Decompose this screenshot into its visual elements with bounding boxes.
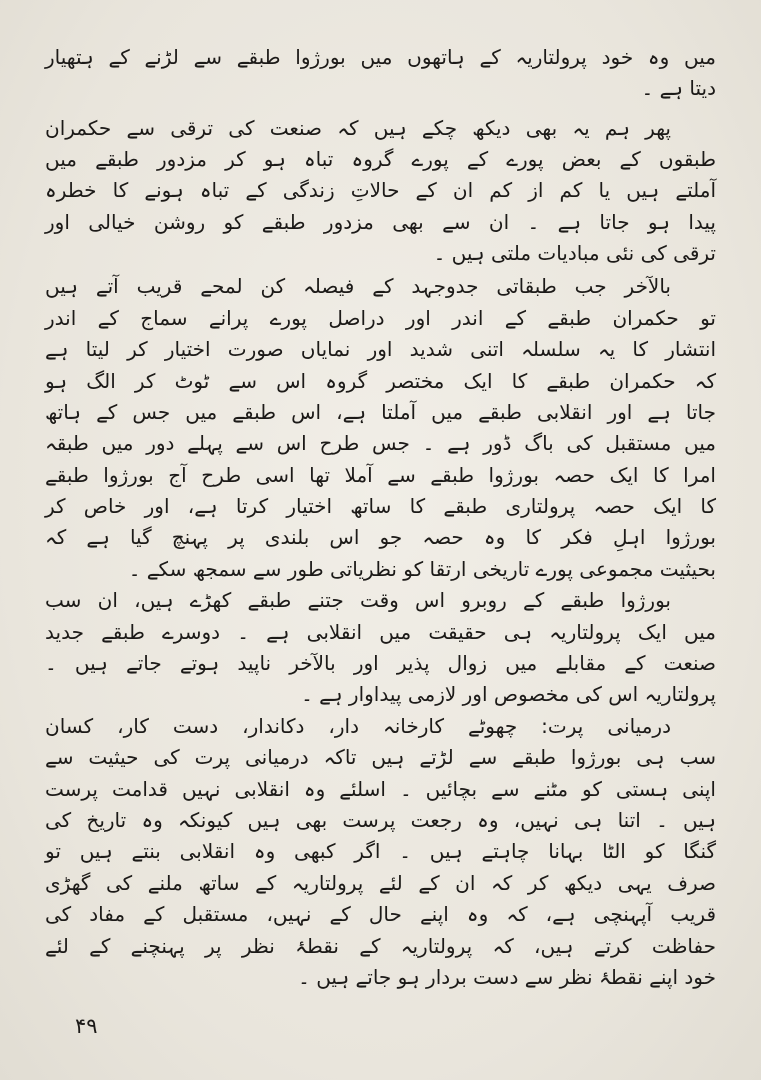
text-line: بالآخر جب طبقاتی جدوجہد کے فیصلہ کن لمحے قریب آتے ہیں — [45, 274, 671, 299]
text-line: قریب آپہنچی ہے، کہ وہ اپنے حال کے نہیں، مستقبل کے مفاد کی — [45, 902, 716, 927]
text-line: میں مستقبل کی باگ ڈور ہے ۔ جس طرح اس سے پہلے دور میں طبقہ — [45, 431, 716, 456]
text-line: ہیں ۔ اتنا ہی نہیں، وہ رجعت پرست بھی ہیں کیونکہ وہ تاریخ کی — [45, 808, 716, 833]
text-line: بورژوا طبقے کے روبرو اس وقت جتنے طبقے کھڑے ہیں، ان سب — [45, 588, 671, 613]
page-number: ۴۹ — [75, 1014, 98, 1038]
text-line: طبقوں کے بعض پورے کے پورے گروہ تباہ ہو کر مزدور طبقے میں — [45, 147, 716, 172]
text-line: بحیثیت مجموعی پورے تاریخی ارتقا کو نظریاتی طور سے سمجھ سکے ۔ — [128, 556, 716, 581]
text-line: میں وہ خود پرولتاریہ کے ہاتھوں میں بورژوا طبقے سے لڑنے کے ہتھیار — [45, 45, 716, 69]
text-line: جاتا ہے اور انقلابی طبقے میں آملتا ہے، اس طبقے میں جس کے ہاتھ — [45, 399, 716, 424]
text-line: دیتا ہے ۔ — [641, 76, 716, 101]
text-line: درمیانی پرت: چھوٹے کارخانہ دار، دکاندار، دست کار، کسان — [45, 713, 671, 738]
text-line: صنعت کے مقابلے میں زوال پذیر اور بالآخر ناپید ہوتے جاتے ہیں ۔ — [45, 651, 716, 676]
text-line: پرولتاریہ اس کی مخصوص اور لازمی پیداوار ہے ۔ — [301, 682, 716, 707]
text-line: گنگا کو الٹا بہانا چاہتے ہیں ۔ اگر کبھی وہ انقلابی بنتے ہیں تو — [45, 839, 716, 864]
text-line: پیدا ہو جاتا ہے ۔ ان سے بھی مزدور طبقے کو روشن خیالی اور — [45, 209, 716, 234]
text-line: بورژوا اہلِ فکر کا وہ حصہ جو اس بلندی پر پہنچ گیا ہے کہ — [45, 525, 716, 550]
text-line: تو حکمران طبقے کے اندر اور دراصل پورے پرانے سماج کے اندر — [45, 305, 716, 330]
text-line: کا ایک حصہ پرولتاری طبقے کا ساتھ اختیار کرتا ہے، اور خاص کر — [45, 494, 716, 519]
text-line: پھر ہم یہ بھی دیکھ چکے ہیں کہ صنعت کی ترقی سے حکمران — [45, 115, 671, 140]
text-line: سب ہی بورژوا طبقے سے لڑتے ہیں تاکہ درمیانی پرت کی حیثیت سے — [45, 745, 716, 770]
text-line: میں ایک پرولتاریہ ہی حقیقت میں انقلابی ہے ۔ دوسرے طبقے جدید — [45, 619, 716, 644]
text-line: ترقی کی نئی مبادیات ملتی ہیں ۔ — [433, 241, 716, 266]
text-line: انتشار کا یہ سلسلہ اتنی شدید اور نمایاں صورت اختیار کر لیتا ہے — [45, 337, 716, 362]
text-line: حفاظت کرتے ہیں، کہ پرولتاریہ کے نقطۂ نظر پر پہنچنے کے لئے — [45, 933, 716, 958]
text-line: آملتے ہیں یا کم از کم ان کے حالاتِ زندگی کے تباہ ہونے کا خطرہ — [45, 178, 716, 203]
text-line: کہ حکمران طبقے کا ایک مختصر گروہ اس سے ٹوٹ کر الگ ہو — [45, 368, 716, 393]
text-line: صرف یہی دیکھ کر کہ ان کے لئے پرولتاریہ کے ساتھ ملنے کی گھڑی — [45, 870, 716, 895]
text-line: اپنی ہستی کو مٹنے سے بچائیں ۔ اسلئے وہ انقلابی نہیں قدامت پرست — [45, 776, 716, 801]
text-line: امرا کا ایک حصہ بورژوا طبقے سے آملا تھا اسی طرح آج بورژوا طبقے — [45, 462, 716, 487]
text-line: خود اپنے نقطۂ نظر سے دست بردار ہو جاتے ہیں ۔ — [298, 965, 716, 989]
